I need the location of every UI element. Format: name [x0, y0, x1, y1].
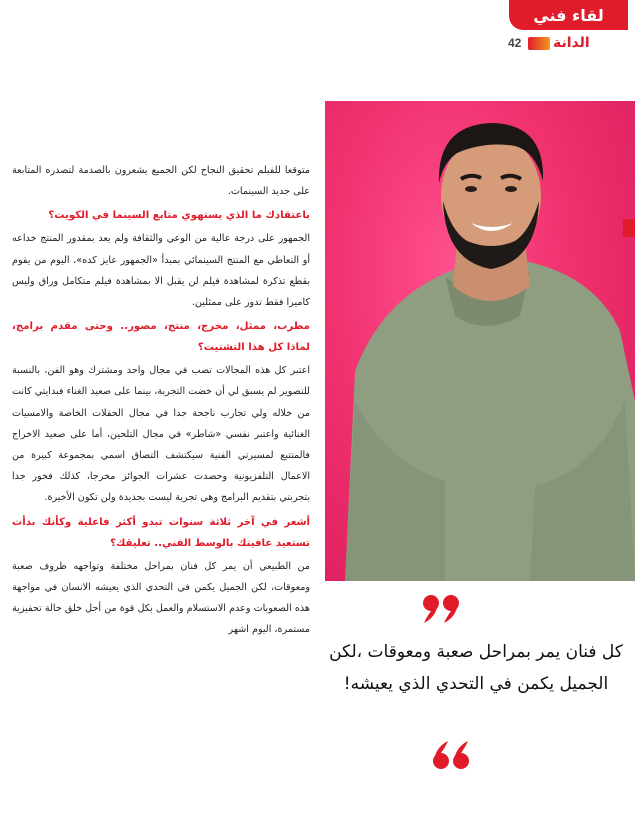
logo-mark-icon — [528, 37, 550, 50]
portrait-photo — [325, 101, 635, 581]
section-label: لقاء فني — [533, 5, 604, 25]
article-paragraph: متوقعا للفيلم تحقيق النجاح لكن الجميع يشعرون بالصدمة لتصدره المتابعة على جديد السينمات. — [12, 165, 310, 198]
article-question: أشعر في آخر ثلاثة سنوات تبدو أكثر فاعلية وكأنك بدأت تستعيد عافيتك بالوسط الفني.. تعليقك؟ — [12, 516, 310, 549]
magazine-logo — [528, 34, 616, 52]
article-question: مطرب، ممثل، مخرج، منتج، مصور.. وحتى مقدم برامج، لماذا كل هذا التشتيت؟ — [12, 321, 310, 354]
pull-quote: كل فنان يمر بمراحل صعبة ومعوقات ،لكن الجميل يكمن في التحدي الذي يعيشه! — [329, 642, 623, 694]
quote-close-icon — [428, 740, 470, 770]
portrait-illustration — [325, 101, 635, 581]
section-tab — [509, 0, 628, 30]
article-paragraph: من الطبيعي أن يمر كل فنان بمراحل مختلفة وتواجهه ظروف صعبة ومعوقات، لكن الجميل يكمن في التحدي الذي يعيشه الانسان في مواجهة هذه الصعوبات وعدم الاستسلام والعمل بكل قوة من أجل خلق حالة تحفيزية مستمرة، اليوم اشهر — [12, 560, 310, 636]
article-paragraph: اعتبر كل هذه المجالات تصب في مجال واحد ومشترك وهو الفن، بالنسبة للتصوير لم يسبق لي أن خضت التجربة، بينما على صعيد الغناء فبدايتي كانت من خلاله ولي تجارب ناجحة جدا في مجال الحفلات الخاصة والامسيات الغنائية واعتبر نفسي «شاطر» في مجال التلحين، أما على صعيد الاخراج فالمتتبع لمسيرتي الفنية سيكتشف التصاق اسمي بمجموعة كبيرة من الاعمال التلفزيونية وحصدت عشرات الجوائز مخرجا، كذلك فخور جدا بتجربتي بتقديم البرامج وهي تجربة ليست بجديدة ولن تكون الأخيرة. — [12, 365, 310, 504]
article-question: باعتقادك ما الذي يستهوي متابع السينما في الكويت؟ — [48, 210, 310, 222]
article-body — [12, 160, 310, 643]
page-number: 42 — [508, 36, 522, 50]
photo-corner-accent — [623, 219, 635, 237]
quote-open-icon — [422, 594, 464, 624]
article-paragraph: الجمهور على درجة عالية من الوعي والثقافة ولم يعد بمقدور المنتج خداعه أو التعاطي مع المنتج السينمائي بمبدأ «الجمهور عايز كده»، اليوم من يقوم بقطع تذكرة لمشاهدة فيلم لن يقبل الا بمشاهدة فيلم متكامل وراق وليس كاميرا فقط تدور على ممثلين. — [12, 233, 310, 309]
magazine-name: الدانة — [553, 35, 590, 51]
